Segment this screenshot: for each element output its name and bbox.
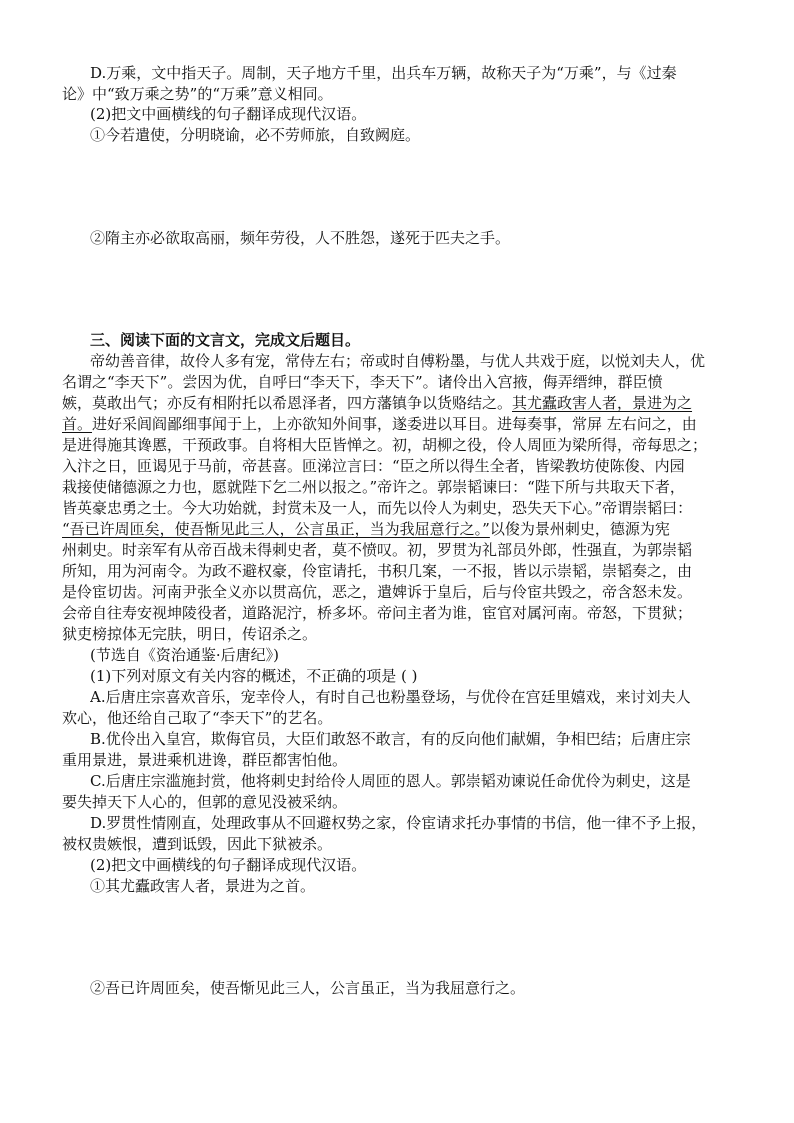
passage-line: 栽接使储德源之力也，愿就陛下乞二州以报之。”帝许之。郭崇韬谏曰：“陛下所与共取天下者， — [62, 478, 685, 496]
passage-line — [62, 393, 734, 413]
option-a-line-2: 欢心，他还给自己取了“李天下”的艺名。 — [62, 709, 333, 727]
passage-line: 州刺史。时亲军有从帝百战未得刺史者，莫不愤叹。初，罗贯为礼部员外郎，性强直，为郭崇韬 — [62, 541, 693, 559]
passage-text: 进好采闾阎鄙细事闻于上，上亦欲知外间事，遂委进以耳目。进每奏事，常屏 左右问之，由 — [92, 415, 697, 433]
option-c-line-2: 要失掉天下人心的，但郭的意见没被采纳。 — [62, 793, 348, 811]
translate-sentence-1: ①其尤蠹政害人者，景进为之首。 — [90, 877, 316, 895]
translate-sentence-2: ②隋主亦必欲取高丽，频年劳役，人不胜怨，遂死于匹夫之手。 — [90, 229, 511, 247]
underlined-sentence-2: “吾已许周匝矣，使吾惭见此三人，公言虽正，当为我屈意行之。” — [62, 520, 490, 538]
option-d-line-1: D.万乘，文中指天子。周制，天子地方千里，出兵车万辆，故称天子为“万乘”，与《过秦 — [90, 64, 677, 82]
passage-line — [62, 519, 734, 539]
question-2-prompt: (2)把文中画横线的句子翻译成现代汉语。 — [90, 856, 367, 874]
question-1-prompt: (1)下列对原文有关内容的概述，不正确的项是 ( ) — [90, 667, 418, 685]
passage-line: 帝幼善音律，故伶人多有宠，常侍左右；帝或时自傅粉墨，与优人共戏于庭，以悦刘夫人，优 — [90, 352, 706, 370]
passage-source: (节选自《资治通鉴·后唐纪》) — [90, 646, 279, 664]
passage-line: 是进得施其谗慝，干预政事。自将相大臣皆惮之。初，胡柳之役，伶人周匝为梁所得，帝每思之； — [62, 436, 708, 454]
underlined-sentence-1: 其尤蠹政害人者，景进为之 — [512, 394, 693, 412]
passage-text: 嫉，莫敢出气；亦反有相附托以希恩泽者，四方藩镇争以货赂结之。 — [62, 394, 513, 412]
passage-line: 皆英豪忠勇之士。今大功始就，封赏未及一人，而先以伶人为刺史，恐失天下心。”帝谓崇韬曰： — [62, 499, 693, 517]
passage-line: 所知，用为河南令。为政不避权豪，伶宦请托，书积几案，一不报，皆以示崇韬，崇韬奏之，由 — [62, 562, 693, 580]
passage-line: 名谓之“李天下”。尝因为优，自呼曰“李天下，李天下”。诸伶出入宫掖，侮弄缙绅，群臣愤 — [62, 373, 663, 391]
option-d-line-2: 论》中“致万乘之势”的“万乘”意义相同。 — [62, 85, 333, 103]
option-d-line-1: D.罗贯性情刚直，处理政事从不回避权势之家，伶宦请求托办事情的书信，他一律不予上报， — [90, 814, 707, 832]
translate-sentence-1: ①今若遣使，分明晓谕，必不劳师旅，自致阙庭。 — [90, 126, 421, 144]
passage-line — [62, 414, 734, 434]
underlined-sentence-1-end: 首。 — [62, 415, 93, 433]
translate-sentence-2: ②吾已许周匝矣，使吾惭见此三人，公言虽正，当为我屈意行之。 — [90, 979, 526, 997]
option-a-line-1: A.后唐庄宗喜欢音乐，宠幸伶人，有时自己也粉墨登场，与优伶在宫廷里嬉戏，来讨刘夫人 — [90, 688, 691, 706]
section-3-heading: 三、阅读下面的文言文，完成文后题目。 — [90, 331, 361, 349]
passage-text: 以俊为景州刺史，德源为宪 — [489, 520, 670, 538]
passage-line: 狱吏榜掠体无完肤，明日，传诏杀之。 — [62, 625, 318, 643]
option-c-line-1: C.后唐庄宗滥施封赏，他将刺史封给伶人周匝的恩人。郭崇韬劝谏说任命优伶为刺史，这是 — [90, 772, 691, 790]
passage-line: 入汴之日，匝谒见于马前，帝甚喜。匝涕泣言曰：“臣之所以得生全者，皆梁教坊使陈俊、内园 — [62, 457, 685, 475]
option-d-line-2: 被权贵嫉恨，遭到诋毁，因此下狱被杀。 — [62, 835, 333, 853]
question-2-prompt: (2)把文中画横线的句子翻译成现代汉语。 — [90, 105, 367, 123]
option-b-line-1: B.优伶出入皇宫，欺侮官员，大臣们敢怒不敢言，有的反向他们献媚，争相巴结；后唐庄宗 — [90, 730, 691, 748]
option-b-line-2: 重用景进，景进乘机进谗，群臣都害怕他。 — [62, 751, 348, 769]
passage-line: 会帝自往寿安视坤陵役者，道路泥泞，桥多坏。帝问主者为谁，宦官对属河南。帝怒，下贯狱； — [62, 604, 693, 622]
passage-line: 是伶宦切齿。河南尹张全义亦以贯高伉，恶之，遣婢诉于皇后，后与伶宦共毁之，帝含怒未发。 — [62, 583, 693, 601]
